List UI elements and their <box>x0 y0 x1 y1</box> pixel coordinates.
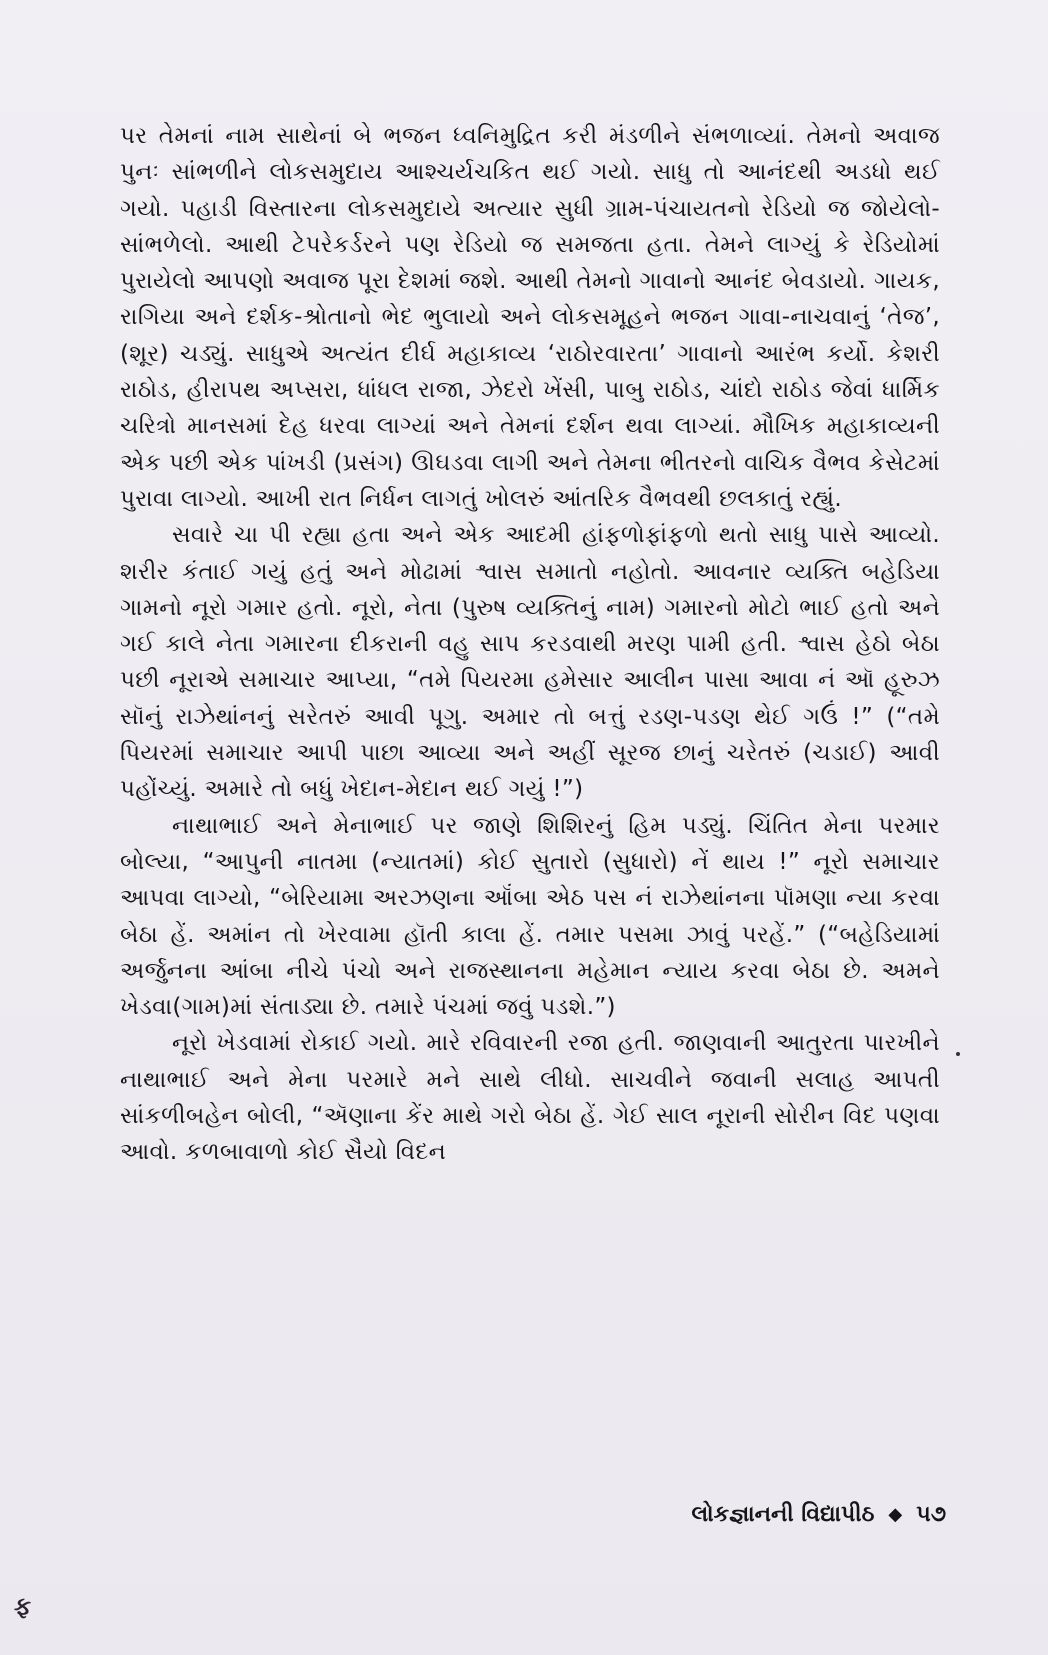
page-footer <box>691 1502 946 1527</box>
paragraph-3: નાથાભાઈ અને મેનાભાઈ પર જાણે શિશિરનું હિમ પડ્યું. ચિંતિત મેના પરમાર બોલ્યા, “આપુની નાતમા (ન્યાતમાં) કોઈ સુતારો (સુધારો) નેં થાય !” નૂરો સમાચાર આપવા લાગ્યો, “બેરિયામા અરઝણના ઑંબા એઠ પસ નં રાઝેથાંનના પૉમણા ન્યા કરવા બેઠા હેં. અમાંન તો ખેરવામા હૉતી કાલા હેં. તમાર પસમા ઝાવું પરહેં.” (“બહેડિયામાં અર્જુનના આંબા નીચે પંચો અને રાજસ્થાનના મહેમાન ન્યાય કરવા બેઠા છે. અમને ખેડવા(ગામ)માં સંતાડ્યા છે. તમારે પંચમાં જવું પડશે.”) <box>120 812 940 1021</box>
page-number: ૫૭ <box>916 1502 946 1527</box>
body-text <box>120 118 940 1171</box>
paragraph-1: પર તેમનાં નામ સાથેનાં બે ભજન ધ્વનિમુદ્રિત કરી મંડળીને સંભળાવ્યાં. તેમનો અવાજ પુનઃ સાંભળીને લોકસમુદાય આશ્ચર્યચકિત થઈ ગયો. સાધુ તો આનંદથી અડધો થઈ ગયો. પહાડી વિસ્તારના લોકસમુદાયે અત્યાર સુધી ગ્રામ-પંચાયતનો રેડિયો જ જોયેલો-સાંભળેલો. આથી ટેપરેકર્ડરને પણ રેડિયો જ સમજતા હતા. તેમને લાગ્યું કે રેડિયોમાં પુરાયેલો આપણો અવાજ પૂરા દેશમાં જશે. આથી તેમનો ગાવાનો આનંદ બેવડાયો. ગાયક, રાગિયા અને દર્શક-શ્રોતાનો ભેદ ભુલાયો અને લોકસમૂહને ભજન ગાવા-નાચવાનું ‘તેજ’, (શૂર) ચડ્યું. સાધુએ અત્યંત દીર્ઘ મહાકાવ્ય ‘રાઠોરવારતા’ ગાવાનો આરંભ કર્યો. કેશરી રાઠોડ, હીરાપથ અપ્સરા, ધાંધલ રાજા, ઝેદરો ખેંસી, પાબુ રાઠોડ, ચાંદો રાઠોડ જેવાં ધાર્મિક ચરિત્રો માનસમાં દેહ ધરવા લાગ્યાં અને તેમનાં દર્શન થવા લાગ્યાં. મૌખિક મહાકાવ્યની એક પછી એક પાંખડી (પ્રસંગ) ઊઘડવા લાગી અને તેમના ભીતરનો વાચિક વૈભવ કેસેટમાં પુરાવા લાગ્યો. આખી રાત નિર્ધન લાગતું ખોલરું આંતરિક વૈભવથી છલકાતું રહ્યું. <box>120 123 940 512</box>
paragraph-2: સવારે ચા પી રહ્યા હતા અને એક આદમી હાંફળોફાંફળો થતો સાધુ પાસે આવ્યો. શરીર કંતાઈ ગયું હતું અને મોઢામાં શ્વાસ સમાતો નહોતો. આવનાર વ્યક્તિ બહેડિયા ગામનો નૂરો ગમાર હતો. નૂરો, નેતા (પુરુષ વ્યક્તિનું નામ) ગમારનો મોટો ભાઈ હતો અને ગઈ કાલે નેતા ગમારના દીકરાની વહુ સાપ કરડવાથી મરણ પામી હતી. શ્વાસ હેઠો બેઠા પછી નૂરાએ સમાચાર આપ્યા, “તમે પિયરમા હમેસાર આલીન પાસા આવા નં ઑ હૂરુઝ સૉનું રાઝેથાંનનું સરેતરું આવી પૂગુ. અમાર તો બત્તું રડણ-પડણ થેઈ ગઉં !” (“તમે પિયરમાં સમાચાર આપી પાછા આવ્યા અને અહીં સૂરજ છાનું ચરેતરું (ચડાઈ) આવી પહોંચ્યું. અમારે તો બધું ખેદાન-મેદાન થઈ ગયું !”) <box>120 522 940 803</box>
margin-dot <box>956 1052 960 1056</box>
paragraph-4: નૂરો ખેડવામાં રોકાઈ ગયો. મારે રવિવારની રજા હતી. જાણવાની આતુરતા પારખીને નાથાભાઈ અને મેના પરમારે મને સાથે લીધો. સાચવીને જવાની સલાહ આપતી સાંકળીબહેન બોલી, “ઍણાના કેંર માથે ગરો બેઠા હેં. ગેઈ સાલ નૂરાની સોરીન વિદ પણવા આવો. કળબાવાળો કોઈ સૈયો વિદન <box>120 1030 940 1166</box>
diamond-separator-icon: ◆ <box>888 1504 903 1525</box>
corner-mark: ફ <box>14 1592 32 1620</box>
running-title: લોકજ્ઞાનની વિદ્યાપીઠ <box>691 1502 875 1527</box>
